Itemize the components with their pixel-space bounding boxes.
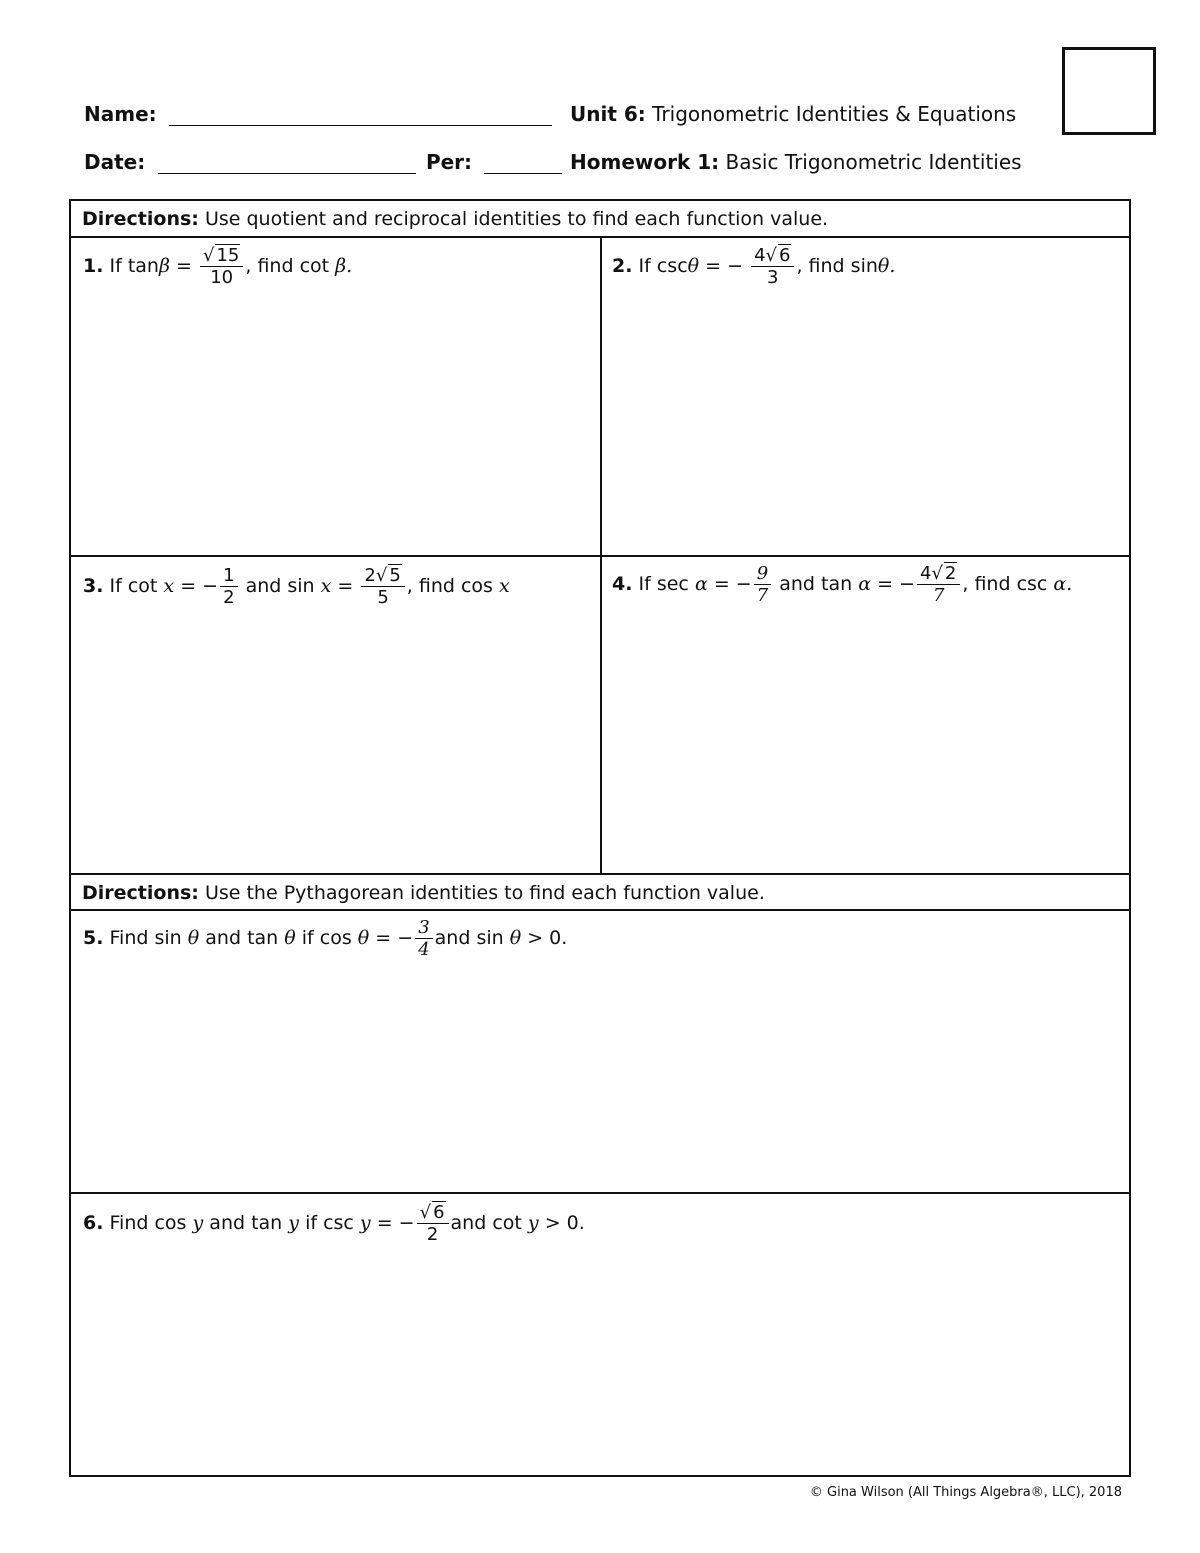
text: and bbox=[205, 927, 242, 949]
operator: = bbox=[176, 255, 192, 277]
fn-name: csc bbox=[656, 255, 688, 277]
radical-sign: √ bbox=[419, 1202, 432, 1223]
operator: = − bbox=[180, 575, 219, 597]
text: , find bbox=[962, 573, 1011, 595]
text: and bbox=[209, 1212, 246, 1234]
name-label: Name: bbox=[84, 102, 157, 126]
fn-name: cos bbox=[319, 927, 352, 949]
condition: > 0. bbox=[544, 1212, 585, 1234]
variable: β bbox=[158, 255, 170, 277]
radicand: 6 bbox=[779, 245, 791, 266]
fn-name: cos bbox=[154, 1212, 187, 1234]
fn-name: sin bbox=[476, 927, 504, 949]
score-box[interactable] bbox=[1062, 47, 1156, 135]
fraction bbox=[200, 245, 243, 288]
problem-3 bbox=[83, 565, 510, 608]
text: and bbox=[779, 573, 815, 595]
date-field[interactable] bbox=[158, 155, 416, 174]
condition: > 0. bbox=[527, 927, 568, 949]
numerator: 1 bbox=[220, 565, 237, 587]
variable: θ bbox=[284, 927, 296, 949]
problem-4 bbox=[612, 563, 1072, 606]
fn-name: tan bbox=[127, 255, 159, 277]
per-label: Per: bbox=[425, 150, 473, 174]
variable: y bbox=[359, 1212, 371, 1234]
answer-space-2[interactable] bbox=[602, 311, 1129, 553]
variable: θ. bbox=[877, 255, 896, 277]
text: Find bbox=[109, 927, 149, 949]
text: if bbox=[305, 1212, 318, 1234]
answer-space-6[interactable] bbox=[71, 1261, 1129, 1473]
radicand: 6 bbox=[433, 1202, 445, 1223]
answer-space-4[interactable] bbox=[602, 631, 1129, 871]
text: Find bbox=[109, 1212, 149, 1234]
problem-2 bbox=[612, 245, 895, 288]
text: and bbox=[450, 1212, 487, 1234]
variable: α bbox=[858, 573, 872, 595]
denominator: 10 bbox=[210, 267, 234, 288]
radical-sign: √ bbox=[931, 563, 943, 584]
worksheet-grid bbox=[69, 199, 1131, 1477]
fn-name: cos bbox=[460, 575, 493, 597]
variable: x bbox=[499, 575, 510, 597]
fn-name: sin bbox=[850, 255, 878, 277]
radicand: 5 bbox=[389, 565, 401, 586]
date-row bbox=[84, 150, 562, 174]
homework-title: Basic Trigonometric Identities bbox=[725, 150, 1022, 174]
text: , find bbox=[796, 255, 845, 277]
fn-name: sin bbox=[154, 927, 182, 949]
operator: = − bbox=[705, 255, 744, 277]
fraction bbox=[417, 1202, 449, 1245]
radicand: 2 bbox=[944, 563, 957, 584]
answer-space-1[interactable] bbox=[71, 311, 600, 553]
coefficient: 4 bbox=[919, 563, 932, 584]
fn-name: csc bbox=[323, 1212, 354, 1234]
fn-name: sec bbox=[656, 573, 689, 595]
directions-pythagorean bbox=[82, 882, 765, 904]
copyright: © Gina Wilson (All Things Algebra®, LLC), 2018 bbox=[809, 1485, 1122, 1500]
coefficient: 2 bbox=[364, 565, 376, 586]
text: if bbox=[301, 927, 314, 949]
text: and bbox=[245, 575, 282, 597]
unit-title: Trigonometric Identities & Equations bbox=[652, 102, 1017, 126]
radical-sign: √ bbox=[375, 565, 388, 586]
date-label: Date: bbox=[84, 150, 146, 174]
operator: = − bbox=[375, 927, 414, 949]
fraction bbox=[917, 563, 960, 606]
problem-number: 5. bbox=[83, 927, 104, 949]
denominator: 2 bbox=[223, 587, 235, 608]
fn-name: cot bbox=[299, 255, 330, 277]
homework-row bbox=[570, 150, 1022, 174]
problem-5 bbox=[83, 917, 567, 960]
variable: θ bbox=[687, 255, 700, 277]
variable: x bbox=[320, 575, 332, 597]
numerator: 9 bbox=[754, 563, 771, 585]
fraction bbox=[751, 245, 794, 288]
variable: x bbox=[163, 575, 175, 597]
fraction bbox=[415, 917, 432, 960]
divider bbox=[71, 909, 1129, 911]
fn-name: tan bbox=[247, 927, 279, 949]
operator: = bbox=[337, 575, 354, 597]
problem-6 bbox=[83, 1202, 585, 1245]
operator: = − bbox=[713, 573, 752, 595]
radical-sign: √ bbox=[765, 245, 778, 266]
answer-space-5[interactable] bbox=[71, 976, 1129, 1190]
period-field[interactable] bbox=[484, 155, 562, 174]
variable: y bbox=[192, 1212, 204, 1234]
problem-number: 6. bbox=[83, 1212, 104, 1234]
homework-label: Homework 1: bbox=[570, 150, 720, 174]
problem-number: 1. bbox=[83, 255, 104, 277]
numerator: 3 bbox=[415, 917, 432, 939]
directions-text: Use quotient and reciprocal identities to find each function value. bbox=[204, 208, 829, 230]
fn-name: csc bbox=[1016, 573, 1048, 595]
divider bbox=[71, 1192, 1129, 1194]
answer-space-3[interactable] bbox=[71, 631, 600, 871]
operator: = − bbox=[376, 1212, 415, 1234]
fn-name: tan bbox=[821, 573, 853, 595]
denominator: 4 bbox=[418, 939, 430, 960]
fraction bbox=[361, 565, 404, 608]
variable: θ bbox=[357, 927, 370, 949]
variable: α bbox=[694, 573, 708, 595]
radical-sign: √ bbox=[202, 245, 215, 266]
text: If bbox=[638, 573, 651, 595]
problem-number: 4. bbox=[612, 573, 633, 595]
unit-label: Unit 6: bbox=[570, 102, 646, 126]
denominator: 7 bbox=[932, 585, 945, 606]
problem-number: 2. bbox=[612, 255, 633, 277]
variable: θ bbox=[509, 927, 522, 949]
problem-1 bbox=[83, 245, 352, 288]
denominator: 2 bbox=[426, 1224, 439, 1245]
denominator: 7 bbox=[756, 585, 769, 606]
directions-text: Use the Pythagorean identities to find each function value. bbox=[204, 882, 765, 904]
variable: α. bbox=[1053, 573, 1073, 595]
variable: y bbox=[527, 1212, 539, 1234]
directions-label: Directions: bbox=[82, 208, 199, 230]
variable: β. bbox=[335, 255, 353, 277]
fn-name: sin bbox=[287, 575, 315, 597]
name-field[interactable] bbox=[169, 107, 552, 126]
fn-name: cot bbox=[127, 575, 158, 597]
text: and bbox=[434, 927, 471, 949]
radicand: 15 bbox=[216, 245, 240, 266]
fraction bbox=[220, 565, 237, 608]
text: , find bbox=[406, 575, 455, 597]
name-row bbox=[84, 102, 552, 126]
fn-name: cot bbox=[492, 1212, 522, 1234]
directions-quotient-reciprocal bbox=[82, 208, 828, 230]
text: If bbox=[109, 255, 122, 277]
variable: θ bbox=[187, 927, 200, 949]
variable: y bbox=[288, 1212, 300, 1234]
denominator: 3 bbox=[767, 267, 779, 288]
unit-row bbox=[570, 102, 1016, 126]
text: , find bbox=[245, 255, 294, 277]
denominator: 5 bbox=[377, 587, 389, 608]
problem-number: 3. bbox=[83, 575, 104, 597]
fraction bbox=[754, 563, 771, 606]
text: If bbox=[109, 575, 122, 597]
fn-name: tan bbox=[251, 1212, 283, 1234]
operator: = − bbox=[877, 573, 915, 595]
text: If bbox=[638, 255, 651, 277]
directions-label: Directions: bbox=[82, 882, 199, 904]
coefficient: 4 bbox=[754, 245, 766, 266]
